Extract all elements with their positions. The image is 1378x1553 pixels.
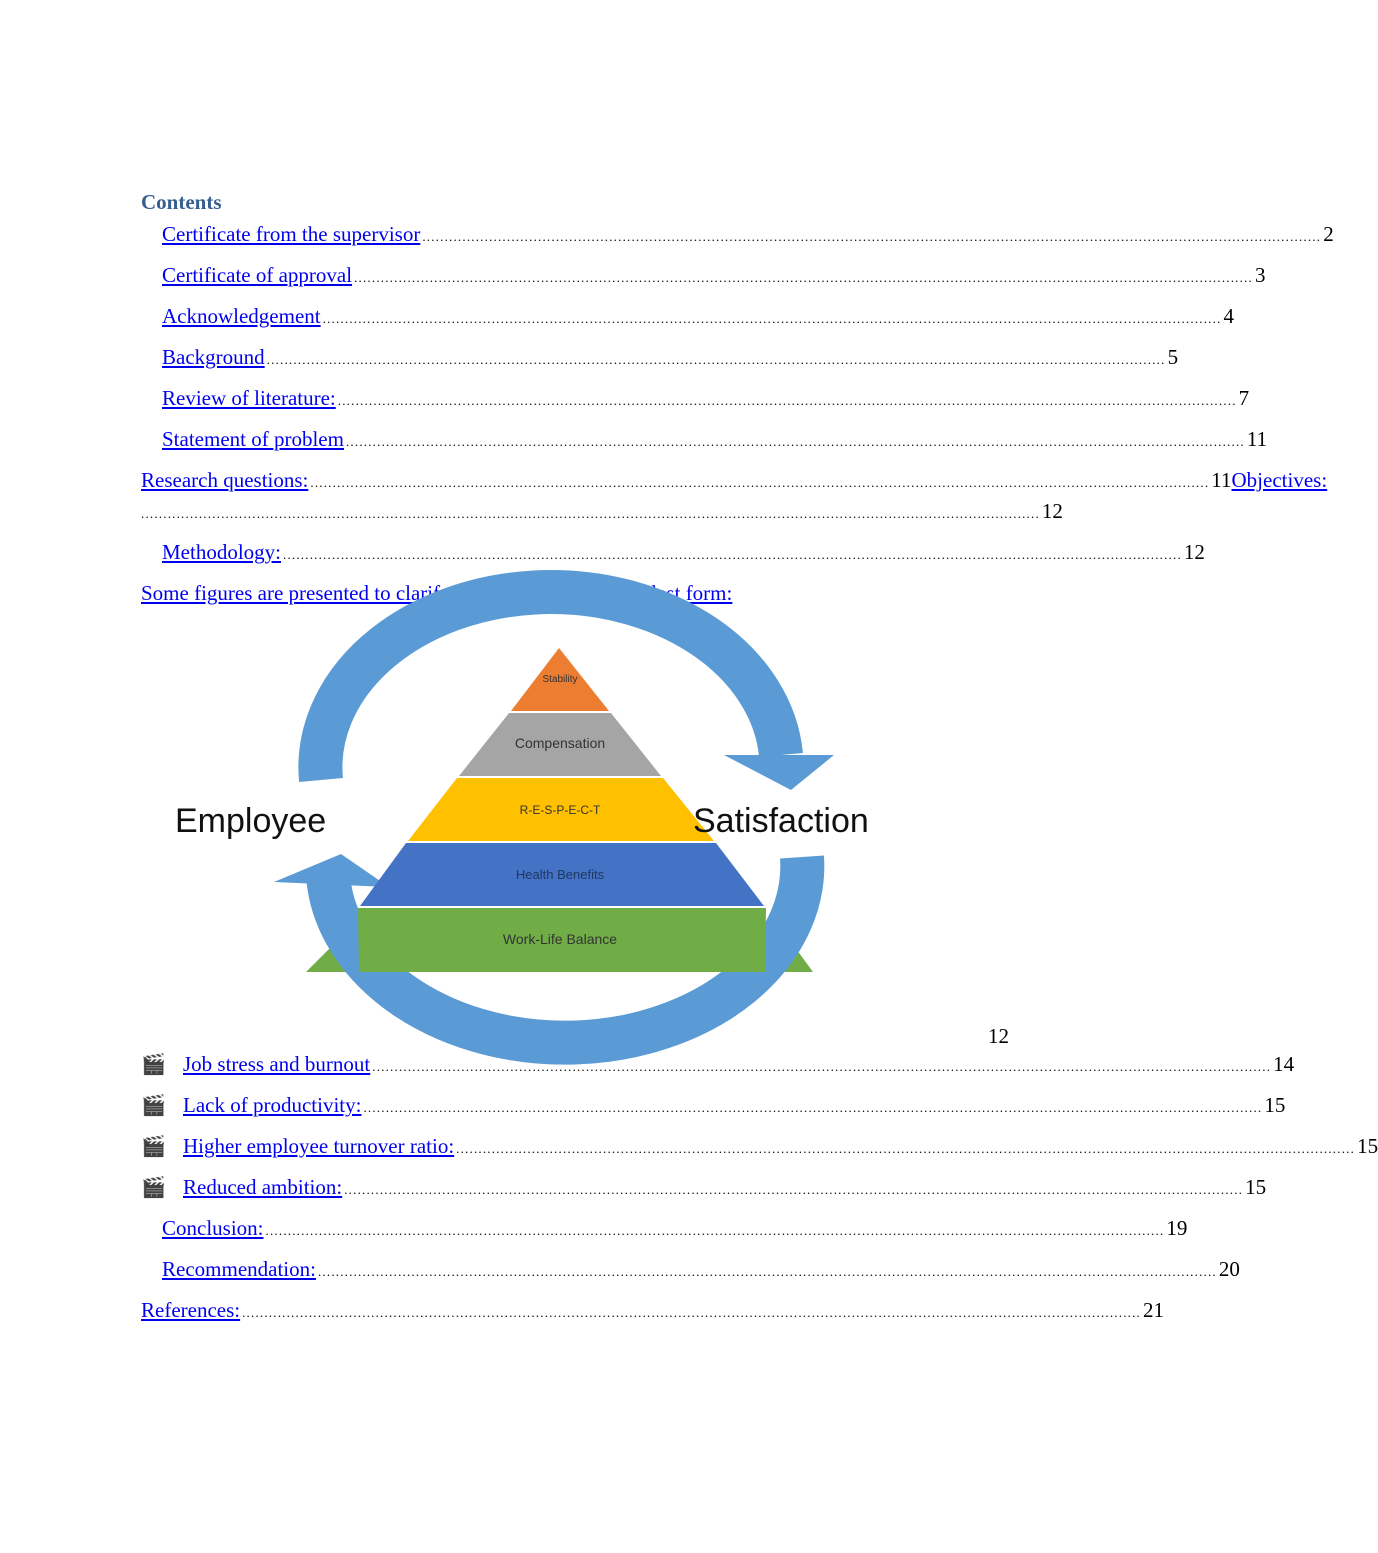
job-satisfaction-figure	[141, 605, 961, 1045]
dot-leader: ..........................................................................................................................................................................................................	[345, 434, 1245, 449]
clapperboard-icon: 🎬	[141, 1095, 166, 1117]
clapperboard-icon: 🎬	[141, 1136, 166, 1158]
toc-page-number: 21	[1143, 1298, 1165, 1322]
dot-leader: ..........................................................................................................................................................................................................	[283, 547, 1182, 562]
dot-leader: ..........................................................................................................................................................................................................	[265, 1223, 1165, 1238]
dot-leader: ..........................................................................................................................................................................................................	[322, 311, 1222, 326]
toc-page-number: 20	[1218, 1257, 1240, 1281]
toc-link[interactable]: Review of literature:	[162, 386, 336, 410]
toc-heading: Contents	[141, 190, 222, 214]
toc-link[interactable]: Certificate from the supervisor	[162, 222, 421, 246]
toc-page-number: 14	[1273, 1052, 1295, 1076]
toc-entry[interactable]	[162, 425, 1268, 453]
toc-entry[interactable]	[141, 1173, 1267, 1201]
figure-page-number: 12	[988, 1024, 1009, 1048]
level-label-respect: R-E-S-P-E-C-T	[519, 803, 601, 817]
dot-leader: ..........................................................................................................................................................................................................	[242, 1305, 1142, 1320]
toc-entry[interactable]	[141, 1296, 1165, 1324]
toc-page-number: 19	[1166, 1216, 1188, 1240]
toc-page-number: 5	[1167, 345, 1179, 369]
toc-link[interactable]: Reduced ambition:	[183, 1175, 343, 1199]
toc-entry[interactable]	[162, 343, 1179, 371]
toc-page-number: 12	[1041, 499, 1063, 523]
dot-leader: ..........................................................................................................................................................................................................	[310, 475, 1210, 490]
toc-page-number: 12	[1183, 540, 1205, 564]
toc-entry[interactable]	[162, 1255, 1240, 1283]
toc-link[interactable]: Job stress and burnout	[183, 1052, 371, 1076]
toc-link[interactable]: Background	[162, 345, 265, 369]
toc-link[interactable]: Acknowledgement	[162, 304, 321, 328]
toc-page-number: 3	[1254, 263, 1266, 287]
clapperboard-icon: 🎬	[141, 1054, 166, 1076]
toc-link[interactable]: Methodology:	[162, 540, 281, 564]
toc-link[interactable]: Higher employee turnover ratio:	[183, 1134, 455, 1158]
toc-entry[interactable]	[162, 220, 1334, 248]
toc-entry[interactable]	[141, 1050, 1295, 1078]
clapperboard-icon: 🎬	[141, 1177, 166, 1199]
toc-entry[interactable]	[141, 1132, 1378, 1160]
toc-page-number: 11	[1246, 427, 1268, 451]
toc-link[interactable]: Objectives:	[1231, 468, 1328, 492]
toc-link[interactable]: Some figures are presented to clarify job satisfaction in simplest form:	[141, 581, 733, 605]
dot-leader: ..........................................................................................................................................................................................................	[456, 1141, 1356, 1156]
level-label-stability: Stability	[542, 674, 578, 685]
toc-link[interactable]: Lack of productivity:	[183, 1093, 362, 1117]
toc-link[interactable]: Certificate of approval	[162, 263, 353, 287]
toc-link[interactable]: Statement of problem	[162, 427, 344, 451]
toc-page-number: 4	[1223, 304, 1235, 328]
toc-link[interactable]: Conclusion:	[162, 1216, 264, 1240]
satisfaction-label: Satisfaction	[693, 802, 869, 840]
toc-entry[interactable]	[162, 261, 1266, 289]
dot-leader: ..........................................................................................................................................................................................................	[372, 1059, 1272, 1074]
dot-leader: ..........................................................................................................................................................................................................	[317, 1264, 1217, 1279]
dot-leader: ..........................................................................................................................................................................................................	[344, 1182, 1244, 1197]
toc-entry[interactable]	[162, 1214, 1188, 1242]
dot-leader: ..........................................................................................................................................................................................................	[266, 352, 1166, 367]
toc-page-number: 11	[1211, 468, 1232, 492]
toc-entry[interactable]	[162, 538, 1205, 566]
toc-entry[interactable]	[141, 466, 1328, 494]
toc-link[interactable]: Research questions:	[141, 468, 309, 492]
toc-page-number: 2	[1323, 222, 1334, 246]
cycle-arrow-bottom-head	[274, 854, 389, 887]
dot-leader: ..........................................................................................................................................................................................................	[337, 393, 1237, 408]
dot-leader: ..........................................................................................................................................................................................................	[363, 1100, 1263, 1115]
toc-entry	[141, 497, 1063, 525]
level-label-health: Health Benefits	[515, 867, 605, 882]
toc-entry[interactable]	[141, 1091, 1286, 1119]
dot-leader: ..........................................................................................................................................................................................................	[354, 270, 1253, 285]
level-label-worklife: Work-Life Balance	[502, 931, 618, 947]
cycle-arrow-top-head	[724, 755, 834, 790]
dot-leader: ..........................................................................................................................................................................................................	[141, 506, 1040, 521]
toc-entry[interactable]	[162, 384, 1250, 412]
toc-page-number: 15	[1245, 1175, 1267, 1199]
toc-entry[interactable]	[162, 302, 1235, 330]
level-label-compensation: Compensation	[514, 735, 606, 751]
toc-page-number: 15	[1357, 1134, 1378, 1158]
toc-page-number: 7	[1238, 386, 1250, 410]
toc-page-number: 15	[1264, 1093, 1286, 1117]
employee-label: Employee	[175, 802, 327, 840]
toc-link[interactable]: References:	[141, 1298, 241, 1322]
dot-leader: ..........................................................................................................................................................................................................	[422, 229, 1322, 244]
toc-link[interactable]: Recommendation:	[162, 1257, 316, 1281]
